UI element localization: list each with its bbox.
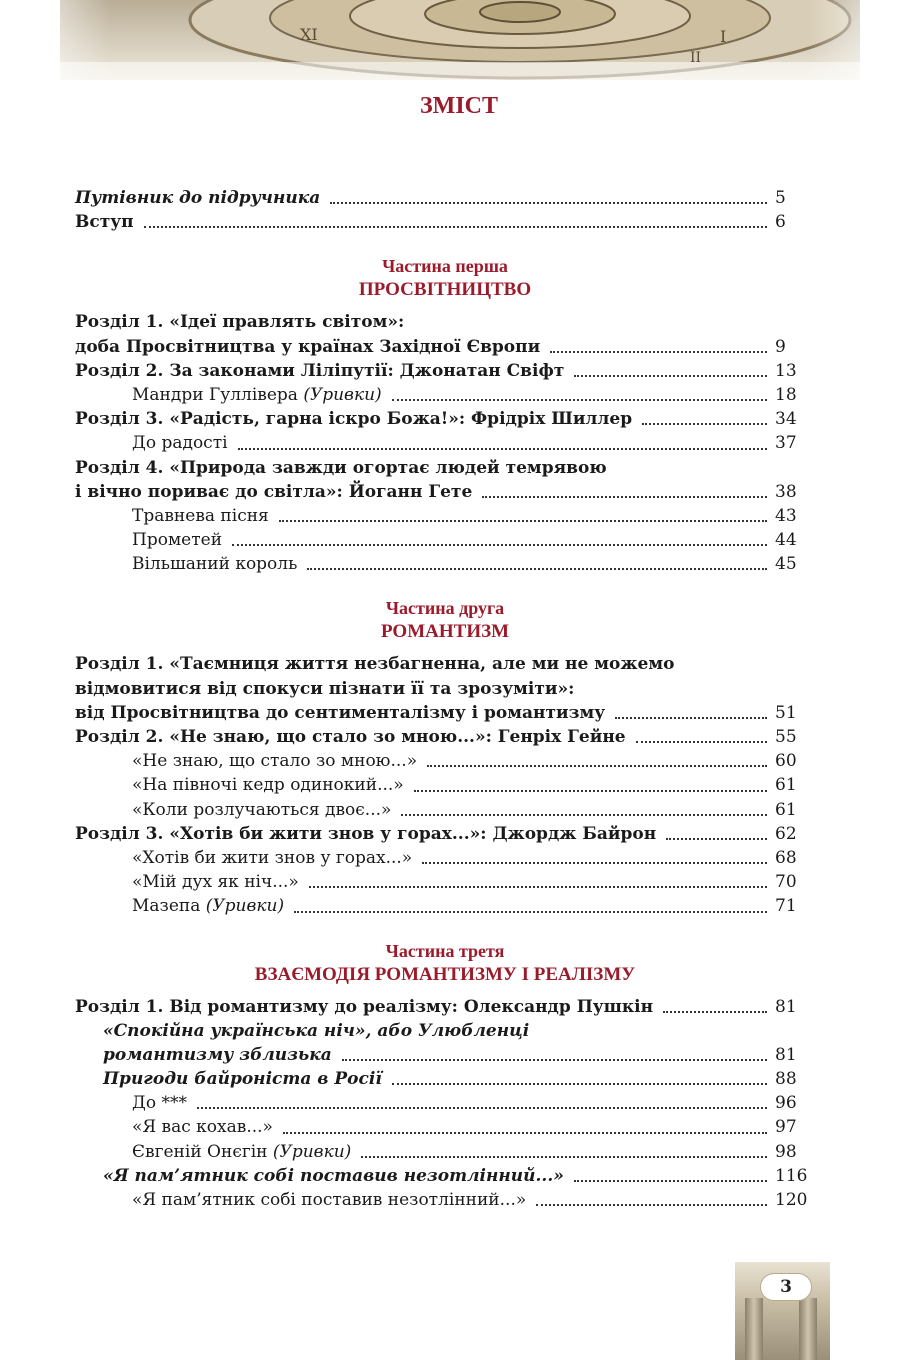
toc-page-number: 97: [775, 1117, 797, 1138]
toc-entry-title: [132, 1115, 273, 1139]
toc-entry: [75, 1043, 815, 1067]
dot-leader: [574, 1164, 767, 1188]
toc-entry-text: «Спокійна українська ніч», або Улюбленці: [103, 1020, 530, 1041]
toc-entry-text: «Не знаю, що стало зо мною...»: [132, 751, 418, 772]
toc-page-number: 96: [775, 1093, 797, 1114]
toc-entry-title: [75, 652, 674, 676]
toc-entry-text: і вічно пориває до світла»: Йоганн Гете: [75, 481, 473, 502]
toc-entry-title: [132, 1188, 526, 1212]
dot-leader: [550, 335, 767, 359]
toc-entry: [75, 995, 815, 1019]
toc-entry-text: Розділ 2. За законами Ліліпутії: Джонатан Свіфт: [75, 360, 565, 381]
toc-entry: [75, 652, 815, 676]
toc-entry-note: (Уривки): [272, 1141, 352, 1162]
toc-entry-text: Пригоди байроніста в Росії: [103, 1069, 382, 1090]
dot-leader: [574, 359, 767, 383]
toc-entry-text: Розділ 3. «Радість, гарна іскро Божа!»: Фрідріх Шиллер: [75, 409, 633, 430]
toc-page-number: 45: [775, 554, 797, 575]
toc-entry-text: «Я пам’ятник собі поставив незотлінний...»: [103, 1165, 564, 1186]
toc-entry: [75, 846, 815, 870]
dot-leader: [422, 846, 767, 870]
part-label: Частина третя: [385, 940, 505, 961]
toc-page-number: 37: [775, 433, 797, 454]
toc-entry-title: [103, 1019, 529, 1043]
part-label: Частина друга: [385, 598, 505, 619]
toc-entry: [75, 210, 815, 234]
dot-leader: [392, 383, 767, 407]
toc-entry: [75, 359, 815, 383]
toc-entry-text: від Просвітництва до сентименталізму і романтизму: [75, 702, 606, 723]
toc-entry: [75, 480, 815, 504]
toc-entry-text: Розділ 1. Від романтизму до реалізму: Олександр Пушкін: [75, 996, 654, 1017]
toc-entry-title: [75, 335, 540, 359]
toc-entry-title: [103, 1164, 564, 1188]
toc-entry: [75, 822, 815, 846]
toc-entry-text: Вільшаний король: [132, 554, 298, 575]
dot-leader: [232, 528, 767, 552]
toc-entry: [75, 677, 815, 701]
toc-entry-title: [132, 870, 299, 894]
toc-entry-title: [75, 995, 653, 1019]
toc-page-number: 9: [775, 336, 786, 357]
toc-page-number: 51: [775, 702, 797, 723]
toc-entry: [75, 870, 815, 894]
toc-entry-title: [75, 359, 564, 383]
part-name: РОМАНТИЗМ: [380, 621, 510, 643]
toc-entry-title: [132, 846, 412, 870]
toc-entry: [75, 701, 815, 725]
dot-leader: [392, 1067, 767, 1091]
table-of-contents: [75, 186, 815, 1212]
toc-page-number: 81: [775, 1044, 797, 1065]
toc-entry-title: [75, 407, 632, 431]
toc-entry: [75, 528, 815, 552]
toc-entry: [75, 310, 815, 334]
dot-leader: [294, 894, 767, 918]
toc-page-number: 116: [775, 1165, 808, 1186]
dot-leader: [307, 552, 767, 576]
dot-leader: [361, 1140, 767, 1164]
toc-page-number: 71: [775, 896, 797, 917]
header-clock-illustration: [0, 0, 918, 80]
toc-entry-title: [75, 210, 134, 234]
toc-entry: [75, 1067, 815, 1091]
toc-entry-text: відмовитися від спокуси пізнати її та зрозуміти»:: [75, 678, 575, 699]
toc-entry-title: [132, 383, 382, 407]
toc-entry: [75, 798, 815, 822]
dot-leader: [615, 701, 767, 725]
toc-entry-text: Путівник до підручника: [75, 188, 321, 208]
toc-page-number: 44: [775, 530, 797, 551]
part-heading: [75, 254, 815, 302]
toc-entry: [75, 1140, 815, 1164]
toc-entry-text: Євгеній Онєгін: [132, 1141, 268, 1162]
toc-page-number: 55: [775, 727, 797, 747]
toc-entry: [75, 894, 815, 918]
toc-page-number: 61: [775, 775, 797, 796]
toc-entry: [75, 1188, 815, 1212]
dot-leader: [536, 1188, 767, 1212]
toc-entry: [75, 504, 815, 528]
toc-entry-title: [103, 1043, 332, 1067]
toc-entry-title: [132, 552, 297, 576]
toc-entry-text: «На півночі кедр одинокий...»: [132, 775, 404, 796]
toc-page-number: 5: [775, 188, 786, 208]
toc-entry-text: Прометей: [132, 530, 223, 551]
dot-leader: [642, 407, 767, 431]
toc-entry-title: [75, 725, 626, 749]
dot-leader: [309, 870, 767, 894]
toc-entry-text: Розділ 1. «Таємниця життя незбагненна, але ми не можемо: [75, 654, 675, 675]
toc-entry: [75, 773, 815, 797]
dot-leader: [197, 1091, 767, 1115]
toc-entry: [75, 335, 815, 359]
toc-page-number: 34: [775, 409, 797, 430]
toc-entry: [75, 431, 815, 455]
toc-entry-title: [75, 701, 605, 725]
toc-entry-note: (Уривки): [205, 896, 285, 917]
toc-entry-title: [132, 528, 222, 552]
toc-entry-text: Розділ 2. «Не знаю, що стало зо мною...»: Генріх Гейне: [75, 727, 626, 747]
toc-entry: [75, 1164, 815, 1188]
dot-leader: [283, 1115, 767, 1139]
toc-page-number: 98: [775, 1141, 797, 1162]
dot-leader: [427, 749, 767, 773]
toc-entry: [75, 1115, 815, 1139]
toc-entry-text: Мазепа: [132, 896, 201, 917]
toc-entry: [75, 1091, 815, 1115]
toc-entry-title: [132, 749, 417, 773]
toc-entry: [75, 407, 815, 431]
part-label: Частина перша: [382, 256, 508, 277]
part-name: ПРОСВІТНИЦТВО: [358, 279, 532, 301]
toc-entry: [75, 725, 815, 749]
page-number: 3: [760, 1273, 812, 1301]
toc-entry-text: Травнева пісня: [132, 505, 269, 526]
toc-entry-note: (Уривки): [303, 384, 382, 405]
toc-entry-text: Вступ: [75, 212, 134, 233]
toc-entry-text: «Коли розлучаються двоє...»: [132, 799, 392, 820]
toc-entry-title: [75, 822, 656, 846]
toc-entry: [75, 456, 815, 480]
toc-page-number: 18: [775, 384, 797, 405]
toc-entry-text: доба Просвітництва у країнах Західної Європи: [75, 336, 541, 357]
toc-entry-title: [75, 677, 574, 701]
toc-entry-text: Мандри Гуллівера: [132, 384, 298, 405]
toc-entry: [75, 1019, 815, 1043]
dot-leader: [330, 186, 767, 210]
toc-entry-title: [132, 894, 284, 918]
toc-page-number: 38: [775, 481, 797, 502]
toc-entry-text: Розділ 1. «Ідеї правлять світом»:: [75, 312, 405, 333]
part-heading: [75, 596, 815, 644]
toc-entry-text: Розділ 4. «Природа завжди огортає людей темрявою: [75, 457, 607, 478]
toc-page-number: 13: [775, 360, 797, 381]
dot-leader: [666, 822, 767, 846]
toc-page-number: 70: [775, 872, 797, 893]
toc-entry-title: [75, 310, 404, 334]
toc-entry-title: [132, 1091, 187, 1115]
toc-page-number: 120: [775, 1190, 808, 1210]
part-name: ВЗАЄМОДІЯ РОМАНТИЗМУ І РЕАЛІЗМУ: [254, 963, 636, 985]
dot-leader: [238, 431, 767, 455]
dot-leader: [144, 210, 767, 234]
dot-leader: [482, 480, 767, 504]
toc-entry: [75, 186, 815, 210]
dot-leader: [279, 504, 767, 528]
page-title: ЗМІСТ: [420, 93, 498, 119]
toc-entry: [75, 749, 815, 773]
toc-entry-text: Розділ 3. «Хотів би жити знов у горах...»: Джордж Байрон: [75, 823, 657, 844]
toc-entry: [75, 552, 815, 576]
toc-entry-text: До радості: [132, 433, 228, 454]
dot-leader: [636, 725, 767, 749]
toc-entry-title: [103, 1067, 382, 1091]
toc-entry-text: «Мій дух як ніч...»: [132, 872, 299, 893]
dot-leader: [342, 1043, 767, 1067]
toc-page-number: 60: [775, 751, 797, 772]
toc-page-number: 62: [775, 823, 797, 844]
toc-page-number: 81: [775, 996, 797, 1017]
toc-entry-text: романтизму зблизька: [103, 1044, 332, 1065]
toc-page-number: 61: [775, 799, 797, 820]
part-heading: [75, 939, 815, 987]
toc-entry-title: [75, 456, 607, 480]
toc-entry-text: «Хотів би жити знов у горах...»: [132, 847, 413, 868]
dot-leader: [663, 995, 767, 1019]
dot-leader: [401, 798, 767, 822]
toc-entry-title: [75, 480, 472, 504]
dot-leader: [414, 773, 767, 797]
toc-entry-title: [132, 773, 404, 797]
toc-entry-text: До ***: [132, 1093, 187, 1114]
toc-entry: [75, 383, 815, 407]
toc-page-number: 6: [775, 212, 786, 233]
toc-page-number: 68: [775, 847, 797, 868]
toc-page-number: 88: [775, 1069, 797, 1090]
toc-entry-text: «Я вас кохав...»: [132, 1117, 273, 1138]
toc-entry-title: [132, 431, 228, 455]
toc-entry-title: [132, 798, 391, 822]
toc-entry-title: [132, 504, 269, 528]
toc-page-number: 43: [775, 505, 797, 526]
toc-entry-title: [75, 186, 320, 210]
toc-entry-text: «Я пам’ятник собі поставив незотлінний...»: [132, 1190, 527, 1210]
toc-entry-title: [132, 1140, 351, 1164]
